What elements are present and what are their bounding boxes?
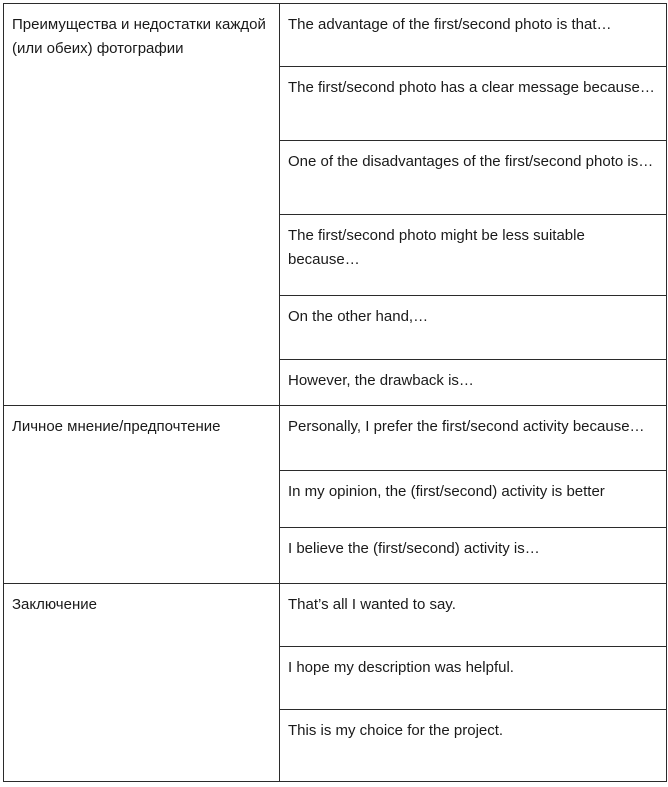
phrase-cell: On the other hand,… — [280, 296, 667, 360]
table-row — [4, 406, 667, 471]
phrase-table — [3, 3, 667, 782]
table-row — [4, 584, 667, 647]
phrase-cell: The advantage of the first/second photo is that… — [280, 4, 667, 67]
phrase-cell: Personally, I prefer the first/second activity because… — [280, 406, 667, 471]
category-cell: Личное мнение/предпочтение — [4, 406, 280, 584]
phrase-cell: This is my choice for the project. — [280, 710, 667, 782]
phrase-cell: In my opinion, the (first/second) activity is better — [280, 471, 667, 528]
phrase-cell: I hope my description was helpful. — [280, 647, 667, 710]
phrase-cell: One of the disadvantages of the first/second photo is… — [280, 141, 667, 215]
phrase-cell: I believe the (first/second) activity is… — [280, 528, 667, 584]
category-cell: Заключение — [4, 584, 280, 782]
phrase-cell: That’s all I wanted to say. — [280, 584, 667, 647]
phrase-cell: The first/second photo has a clear message because… — [280, 67, 667, 141]
category-cell: Преимущества и недостатки каждой (или обеих) фотографии — [4, 4, 280, 406]
phrase-cell: The first/second photo might be less suitable because… — [280, 215, 667, 296]
phrase-cell: However, the drawback is… — [280, 360, 667, 406]
table-row — [4, 4, 667, 67]
